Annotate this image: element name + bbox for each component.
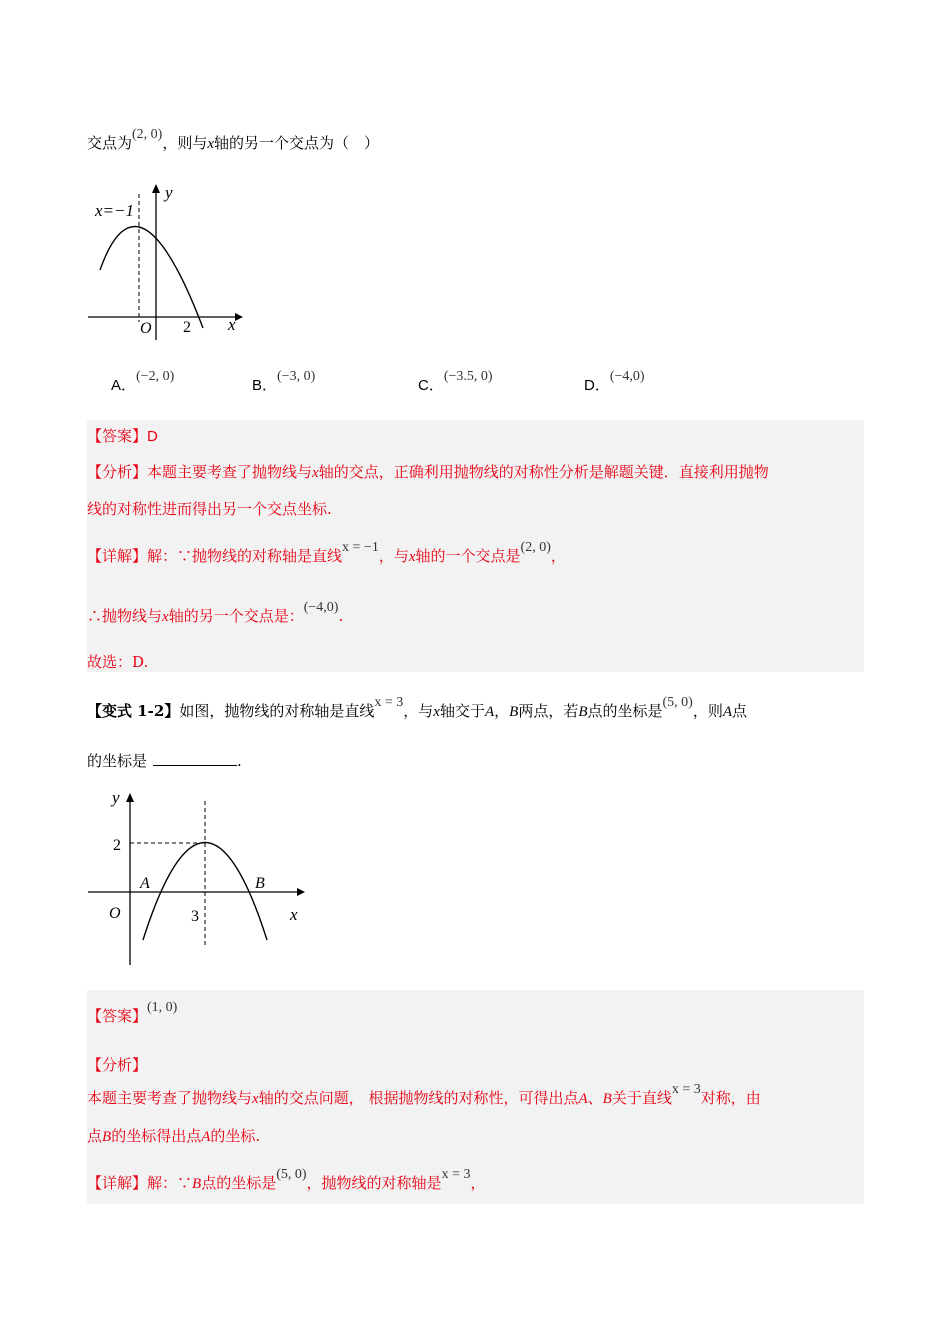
q2-y-label: y xyxy=(112,788,120,807)
q2-stem-line2 xyxy=(87,750,242,771)
q2-analysis2-A: A xyxy=(201,1129,211,1145)
q1-option-c-value: (−3.5, 0) xyxy=(443,369,493,384)
q1-y-axis-arrow xyxy=(152,184,160,193)
q1-x-axis-arrow xyxy=(235,313,243,321)
q2-stem-A: A xyxy=(484,704,495,720)
q2-detail-line xyxy=(87,1167,486,1193)
q1-detail-text-a: 解：∵抛物线的对称轴是直线 xyxy=(147,547,343,565)
q1-stem xyxy=(87,127,380,153)
q2-label-B: B xyxy=(255,875,265,892)
q1-analysis-tag: 【分析】 xyxy=(87,463,148,481)
q2-tick-3: 3 xyxy=(191,908,199,925)
q1-option-d-value: (−4,0) xyxy=(609,369,645,384)
q1-axis-label: x=−1 xyxy=(95,201,134,220)
q1-option-b-value: (−3, 0) xyxy=(277,369,316,384)
q1-origin-label: O xyxy=(140,320,152,337)
q2-x-label: x xyxy=(290,905,298,924)
q2-stem-text-c: 轴交于 xyxy=(439,702,485,720)
q2-stem-var-x: x xyxy=(433,704,440,720)
q1-parabola xyxy=(100,226,203,328)
q1-therefore-end: . xyxy=(338,607,344,625)
q2-tag: 【变式 1-2】 xyxy=(87,702,180,720)
q2-analysis-line2 xyxy=(87,1125,260,1146)
q2-detail-text-d: ， xyxy=(470,1174,486,1192)
q2-stem-line2-text: 的坐标是 xyxy=(87,752,148,770)
q2-stem-axis: x = 3 xyxy=(374,695,404,710)
q2-analysis2-text-c: 的坐标. xyxy=(210,1127,261,1145)
q1-stem-mid: ，则与 xyxy=(162,134,208,152)
q1-stem-prefix: 交点为 xyxy=(87,134,133,152)
q2-analysis-axis: x = 3 xyxy=(671,1082,701,1097)
q1-answer-tag: 【答案】 xyxy=(87,427,148,445)
q1-option-b-letter: B． xyxy=(252,377,278,394)
q2-detail-point: (5, 0) xyxy=(276,1167,307,1182)
q1-option-a-value: (−2, 0) xyxy=(136,369,175,384)
q1-therefore-var: x xyxy=(162,609,169,625)
q1-therefore-text-a: ∴抛物线与 xyxy=(87,607,163,625)
q1-stem-suffix: 轴的另一个交点为（ ） xyxy=(214,134,380,152)
q2-stem-A2: A xyxy=(722,704,733,720)
q1-choice-line xyxy=(87,651,148,672)
q1-option-b[interactable] xyxy=(252,369,316,395)
q1-y-label: y xyxy=(165,183,173,202)
q1-detail-axis: x = −1 xyxy=(342,540,379,555)
q2-x-axis-arrow xyxy=(297,888,305,896)
q1-detail-text-c: 轴的一个交点是 xyxy=(415,547,521,565)
q1-analysis-line1 xyxy=(87,461,769,482)
q1-option-c[interactable] xyxy=(418,369,493,395)
q1-stem-var: x xyxy=(207,136,215,152)
q2-detail-tag: 【详解】 xyxy=(87,1174,148,1192)
q2-analysis-tag: 【分析】 xyxy=(87,1056,148,1074)
q2-analysis2-text-b: 的坐标得出点 xyxy=(111,1127,202,1145)
q1-detail-text-d: ， xyxy=(550,547,566,565)
q2-stem-text-b: ，与 xyxy=(403,702,434,720)
q1-detail-text-b: ，与 xyxy=(378,547,409,565)
q1-tick-2: 2 xyxy=(183,319,191,336)
q2-label-A: A xyxy=(140,875,150,892)
q1-analysis-text-a: 本题主要考查了抛物线与 xyxy=(147,463,313,481)
q2-detail-text-a: 解：∵ xyxy=(147,1174,193,1192)
q1-detail-var: x xyxy=(408,549,416,565)
q2-analysis-tag-line xyxy=(87,1054,147,1075)
q2-stem-end: . xyxy=(237,752,242,770)
q2-analysis2-text-a: 点 xyxy=(87,1127,103,1145)
q2-analysis-text-d: 对称，由 xyxy=(700,1089,761,1107)
q2-stem-text-f: ，则 xyxy=(692,702,723,720)
q2-analysis-A: A xyxy=(578,1091,588,1107)
q2-origin-label: O xyxy=(109,905,121,922)
q1-stem-point: (2, 0) xyxy=(132,127,163,142)
q2-stem-B2: B xyxy=(578,704,588,720)
q1-therefore-line xyxy=(87,600,344,626)
q2-answer-tag: 【答案】 xyxy=(87,1007,148,1025)
q1-detail-tag: 【详解】 xyxy=(87,547,148,565)
q1-therefore-text-b: 轴的另一个交点是： xyxy=(168,607,304,625)
q2-answer-value: (1, 0) xyxy=(147,1000,178,1015)
q2-detail-B: B xyxy=(192,1176,202,1192)
q1-x-label: x xyxy=(228,315,236,334)
q1-therefore-point: (−4,0) xyxy=(303,600,339,615)
q2-stem-comma: ， xyxy=(494,702,510,720)
q1-analysis-line2 xyxy=(87,498,332,519)
q2-stem-text-e: 点的坐标是 xyxy=(587,702,663,720)
q1-analysis-text-b: 轴的交点，正确利用抛物线的对称性分析是解题关键．直接利用抛物 xyxy=(318,463,769,481)
q1-option-d[interactable] xyxy=(584,369,645,395)
q1-analysis-text-c: 线的对称性进而得出另一个交点坐标. xyxy=(87,500,332,518)
q2-stem-text-g: 点 xyxy=(732,702,748,720)
q2-analysis-var: x xyxy=(252,1091,259,1107)
q2-stem-text-d: 两点，若 xyxy=(518,702,579,720)
q2-analysis-text-c: 关于直线 xyxy=(611,1089,672,1107)
q2-analysis-sep: 、 xyxy=(587,1089,603,1107)
q1-option-a[interactable] xyxy=(111,369,175,395)
q2-tick-2: 2 xyxy=(113,837,121,854)
q2-detail-text-c: ，抛物线的对称轴是 xyxy=(306,1174,442,1192)
q2-detail-text-b: 点的坐标是 xyxy=(201,1174,277,1192)
q1-option-d-letter: D． xyxy=(584,377,610,394)
q2-stem-point: (5, 0) xyxy=(662,695,693,710)
q2-detail-axis: x = 3 xyxy=(441,1167,471,1182)
q2-answer-blank[interactable] xyxy=(153,751,237,766)
q1-option-c-letter: C． xyxy=(418,377,444,394)
q1-option-a-letter: A． xyxy=(111,377,137,394)
q2-stem-text-a: 如图，抛物线的对称轴是直线 xyxy=(179,702,375,720)
q2-stem-B: B xyxy=(509,704,519,720)
q2-analysis-B: B xyxy=(602,1091,612,1107)
q1-answer-line xyxy=(87,425,158,446)
q1-choice: 故选：D. xyxy=(87,653,149,671)
q2-analysis-text-a: 本题主要考查了抛物线与 xyxy=(87,1089,253,1107)
q2-answer-line xyxy=(87,1000,178,1026)
q2-stem-line1 xyxy=(87,695,748,721)
q2-analysis-line1 xyxy=(87,1082,761,1108)
q2-y-axis-arrow xyxy=(126,793,134,802)
q2-analysis2-B: B xyxy=(102,1129,112,1145)
q1-figure xyxy=(85,180,255,345)
q2-figure xyxy=(85,785,315,970)
q1-detail-point: (2, 0) xyxy=(520,540,551,555)
q2-analysis-text-b: 轴的交点问题， 根据抛物线的对称性，可得出点 xyxy=(258,1089,579,1107)
q1-answer: D xyxy=(147,428,158,445)
q1-analysis-var: x xyxy=(312,465,319,481)
q1-detail-line xyxy=(87,540,566,566)
